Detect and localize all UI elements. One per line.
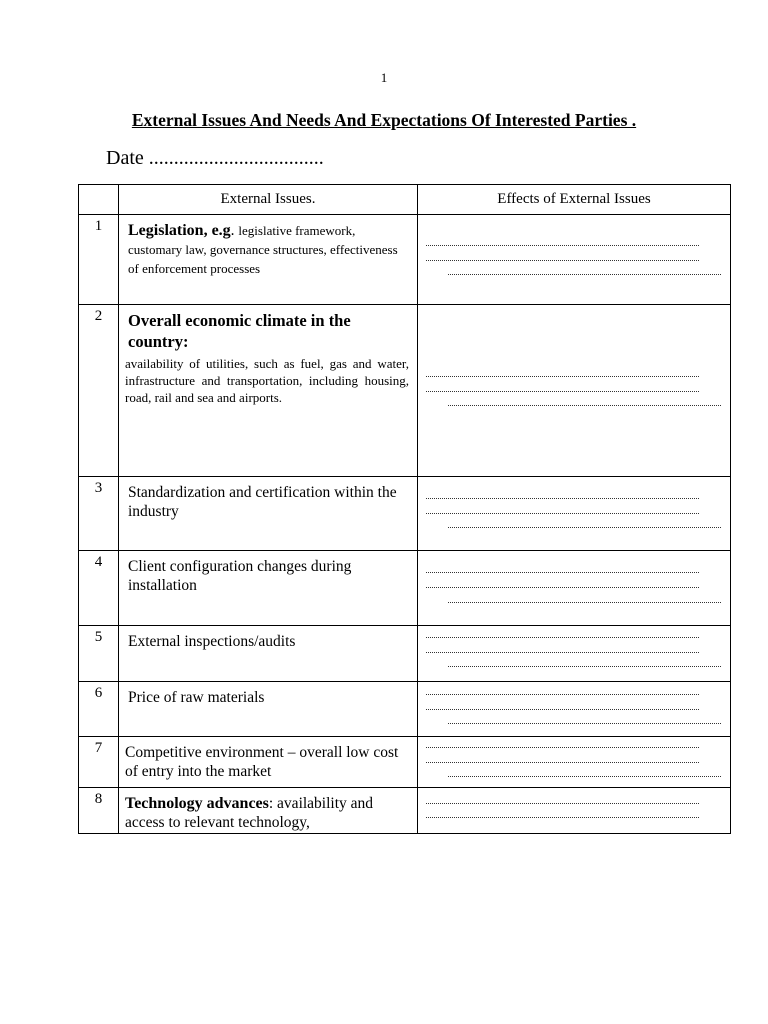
dotted-line [448, 274, 721, 275]
dotted-line [426, 572, 699, 573]
dotted-line [448, 723, 721, 724]
issue-description: legislative framework, customary law, governance structures, effectiveness of enforcement processes [128, 223, 398, 276]
page-number: 1 [380, 70, 388, 85]
table-row [79, 305, 731, 477]
issue-heading: Legislation, e.g [128, 222, 231, 239]
issue-cell [119, 737, 418, 788]
dotted-line [448, 405, 721, 406]
date-label: Date [106, 147, 144, 169]
issue-cell [119, 477, 418, 551]
dotted-line [426, 587, 699, 588]
row-number: 2 [79, 305, 119, 477]
issue-cell [119, 788, 418, 834]
dotted-line [426, 803, 699, 804]
table-row [79, 215, 731, 305]
effect-cell[interactable] [418, 626, 731, 682]
row-number: 1 [79, 215, 119, 305]
dotted-line [426, 637, 699, 638]
date-field [106, 147, 324, 170]
issue-text: Client configuration changes during installation [128, 558, 352, 594]
effect-cell[interactable] [418, 477, 731, 551]
table-row [79, 477, 731, 551]
dotted-line [426, 652, 699, 653]
row-number: 7 [79, 737, 119, 788]
issue-cell [119, 551, 418, 626]
header-effects: Effects of External Issues [418, 185, 731, 215]
effect-cell[interactable] [418, 305, 731, 477]
effect-cell[interactable] [418, 551, 731, 626]
row-number: 5 [79, 626, 119, 682]
issue-heading: Overall economic climate in the country: [128, 311, 351, 351]
dotted-line [426, 709, 699, 710]
dotted-line [426, 817, 699, 818]
table-row [79, 737, 731, 788]
dotted-line [426, 747, 699, 748]
dotted-line [426, 391, 699, 392]
table-row [79, 682, 731, 737]
page-title: External Issues And Needs And Expectations Of Interested Parties . [131, 110, 637, 130]
table-header-row [79, 185, 731, 215]
issue-cell [119, 215, 418, 305]
issue-text: Competitive environment – overall low cost of entry into the market [125, 744, 399, 780]
issue-cell [119, 626, 418, 682]
issue-text: Standardization and certification within the industry [128, 484, 397, 520]
issue-text: : availability and access to relevant technology, [125, 795, 374, 831]
issue-cell [119, 682, 418, 737]
issue-heading-dot: . [230, 222, 235, 239]
issue-heading: Technology advances [125, 795, 269, 812]
dotted-line [448, 527, 721, 528]
date-blank: ................................... [148, 147, 324, 169]
dotted-line [426, 762, 699, 763]
dotted-line [448, 602, 721, 603]
row-number: 4 [79, 551, 119, 626]
dotted-line [426, 513, 699, 514]
issue-description: availability of utilities, such as fuel, gas and water, infrastructure and transportation, including housing, road, rail and sea and airports. [125, 356, 409, 405]
effect-cell[interactable] [418, 737, 731, 788]
effect-cell[interactable] [418, 788, 731, 834]
dotted-line [448, 666, 721, 667]
row-number: 6 [79, 682, 119, 737]
dotted-line [426, 245, 699, 246]
effect-cell[interactable] [418, 215, 731, 305]
row-number: 3 [79, 477, 119, 551]
dotted-line [448, 776, 721, 777]
header-number [79, 185, 119, 215]
dotted-line [426, 498, 699, 499]
dotted-line [426, 376, 699, 377]
dotted-line [426, 260, 699, 261]
row-number: 8 [79, 788, 119, 834]
issue-cell [119, 305, 418, 477]
issue-text: Price of raw materials [128, 689, 265, 706]
external-issues-table [78, 184, 731, 834]
header-external-issues: External Issues. [119, 185, 418, 215]
table-row [79, 626, 731, 682]
effect-cell[interactable] [418, 682, 731, 737]
table-row [79, 788, 731, 834]
issue-text: External inspections/audits [128, 633, 296, 650]
dotted-line [426, 694, 699, 695]
table-row [79, 551, 731, 626]
